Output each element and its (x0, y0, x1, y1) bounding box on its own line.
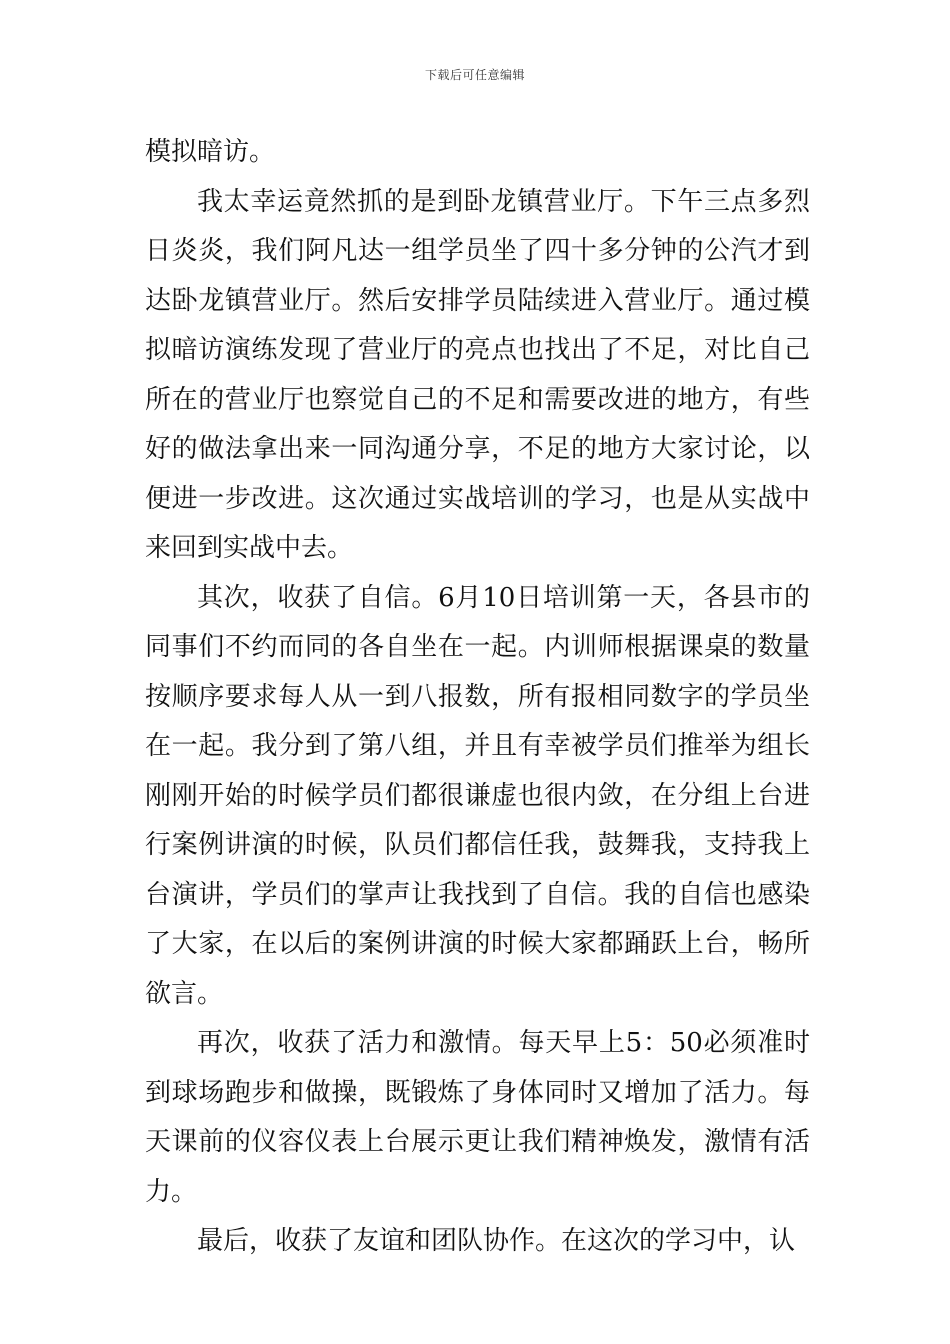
page-header: 下载后可任意编辑 (424, 68, 525, 82)
paragraph-5: 最后，收获了友谊和团队协作。在这次的学习中，认 (197, 1226, 796, 1256)
document-body (145, 128, 810, 1267)
paragraph-2: 我太幸运竟然抓的是到卧龙镇营业厅。下午三点多烈日炎炎，我们阿凡达一组学员坐了四十多分钟的公汽才到达卧龙镇营业厅。然后安排学员陆续进入营业厅。通过模拟暗访演练发现了营业厅的亮点也找出了不足，对比自己所在的营业厅也察觉自己的不足和需要改进的地方，有些好的做法拿出来一同沟通分享，不足的地方大家讨论，以便进一步改进。这次通过实战培训的学习，也是从实战中来回到实战中去。 (145, 186, 810, 563)
paragraph-4: 再次，收获了活力和激情。每天早上5：50必须准时到球场跑步和做操，既锻炼了身体同时又增加了活力。每天课前的仪容仪表上台展示更让我们精神焕发，激情有活力。 (145, 1028, 810, 1207)
paragraph-1: 模拟暗访。 (145, 137, 276, 167)
paragraph-3: 其次，收获了自信。6月10日培训第一天，各县市的同事们不约而同的各自坐在一起。内训师根据课桌的数量按顺序要求每人从一到八报数，所有报相同数字的学员坐在一起。我分到了第八组，并且有幸被学员们推举为组长刚刚开始的时候学员们都很谦虚也很内敛，在分组上台进行案例讲演的时候，队员们都信任我，鼓舞我，支持我上台演讲，学员们的掌声让我找到了自信。我的自信也感染了大家，在以后的案例讲演的时候大家都踊跃上台，畅所欲言。 (145, 582, 810, 1009)
